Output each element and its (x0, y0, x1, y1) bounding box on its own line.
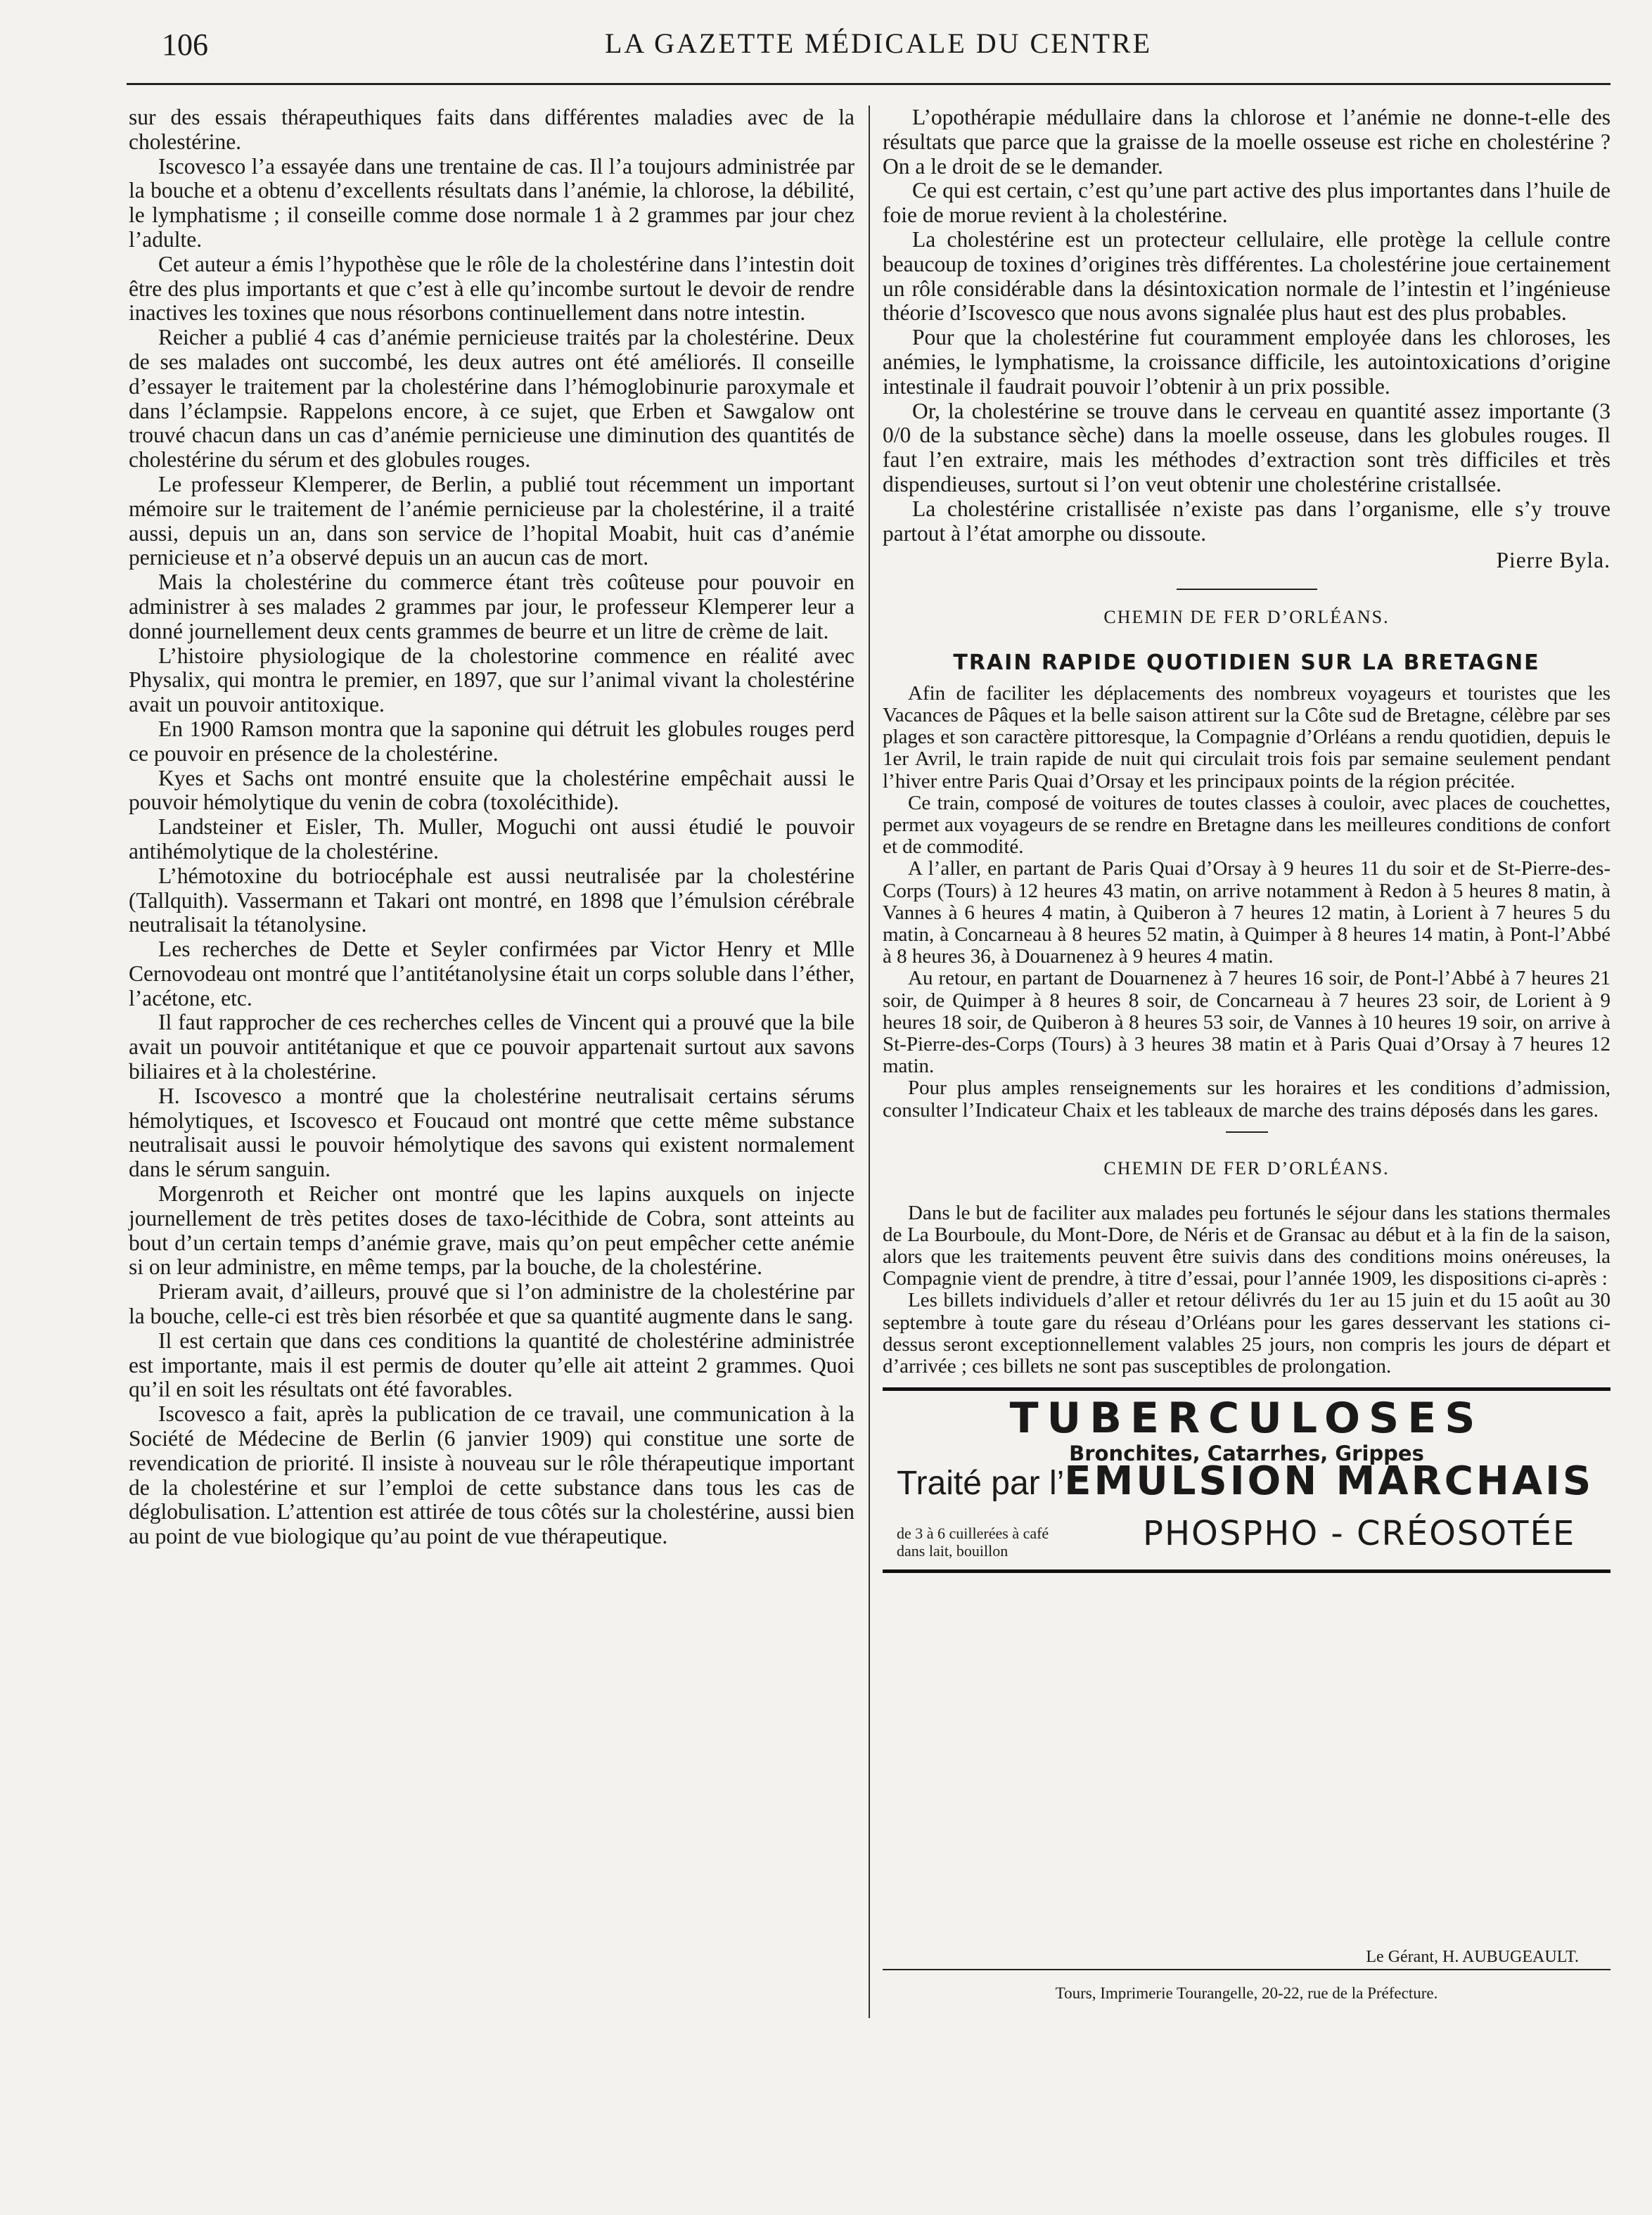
paragraph: Il est certain que dans ces conditions la quantité de cholestérine administrée est importante, mais il est permis de douter qu’elle ait atteint 2 grammes. Quoi qu’il en soit les résultats ont été favorables. (129, 1328, 854, 1402)
paragraph: sur des essais thérapeuthiques faits dans différentes maladies avec de la cholestérine. (129, 105, 854, 154)
train-notice (883, 683, 1611, 1122)
right-column (883, 105, 1611, 1573)
paragraph: La cholestérine cristallisée n’existe pas dans l’organisme, elle s’y trouve partout à l’état amorphe ou dissoute. (883, 496, 1611, 546)
paragraph: Ce qui est certain, c’est qu’une part active des plus importantes dans l’huile de foie de morue revient à la cholestérine. (883, 178, 1611, 228)
paragraph: Iscovesco a fait, après la publication de ce travail, une communication à la Société de Médecine de Berlin (6 janvier 1909) qui constitue une sorte de revendication de priorité. Il insiste à nouveau sur le rôle thérapeutique important de la cholestérine et sur l’emploi de cette substance dans tous les cas de déglobulisation. L’attention est attirée de tous côtés sur la cholestérine, aussi bien au point de vue biologique qu’au point de vue thérapeutique. (129, 1401, 854, 1549)
advertisement (883, 1387, 1611, 1573)
paragraph: Le professeur Klemperer, de Berlin, a publié tout récemment un important mémoire sur le traitement de l’anémie pernicieuse par la cholestérine, il a traité aussi, depuis un an, dans son service de l’hopital Moabit, huit cas d’anémie pernicieuse et n’a observé depuis un an aucun cas de mort. (129, 471, 854, 570)
ad-product-row (883, 1458, 1611, 1560)
article-author: Pierre Byla. (1496, 548, 1611, 573)
notice-paragraph: Les billets individuels d’aller et retour délivrés du 1er au 15 juin et du 15 août au 30 septembre à toute gare du réseau d’Orléans pour les gares desservant les stations ci-dessus seront exceptionnellement valables 25 jours, non compris les jours de départ et d’arrivée ; ces billets ne sont pas susceptibles de prolongation. (883, 1289, 1611, 1378)
ad-product-name: EMULSION MARCHAIS (1064, 1458, 1594, 1505)
ad-dose-line: dans lait, bouillon (897, 1542, 1009, 1560)
separator-rule (1226, 1131, 1268, 1133)
paragraph: Pour que la cholestérine fut couramment employée dans les chloroses, les anémies, le lymphatisme, la croissance difficile, les autointoxications d’origine intestinale il faudrait pouvoir l’obtenir à un prix possible. (883, 325, 1611, 399)
paragraph: L’histoire physiologique de la cholestorine commence en réalité avec Physalix, qui montra le premier, en 1897, que sur l’animal vivant la cholestérine avait un pouvoir antitoxique. (129, 643, 854, 717)
notice-heading: CHEMIN DE FER D’ORLÉANS. (1103, 607, 1390, 628)
paragraph: La cholestérine est un protecteur cellulaire, elle protège la cellule contre beaucoup de toxines d’origines très différentes. La cholestérine joue certainement un rôle considérable dans la désintoxication normale de l’intestin et l’ingénieuse théorie d’Iscovesco que nous avons signalée plus haut est des plus probables. (883, 226, 1611, 326)
paragraph: Landsteiner et Eisler, Th. Muller, Moguchi ont aussi étudié le pouvoir antihémolytique de la cholestérine. (129, 814, 854, 863)
notice-paragraph: Pour plus amples renseignements sur les horaires et les conditions d’admission, consulter l’Indicateur Chaix et les tableaux de marche des trains déposés dans les gares. (883, 1077, 1611, 1122)
paragraph: Or, la cholestérine se trouve dans le cerveau en quantité assez importante (3 0/0 de la substance sèche) dans la moelle osseuse, dans les globules rouges. Il faut l’en extraire, mais les méthodes d’extraction sont très difficiles et très dispendieuses, surtout si l’on veut obtenir une cholestérine cristallsée. (883, 398, 1611, 496)
paragraph: L’hémotoxine du botriocéphale est aussi neutralisée par la cholestérine (Tallquith). Vassermann et Takari ont montré, en 1898 que l’émulsion cérébrale neutralisait la tétanolysine. (129, 863, 854, 937)
paragraph: Morgenroth et Reicher ont montré que les lapins auxquels on injecte journellement de très petites doses de taxo-lécithide de Cobra, sont atteints au bout d’un certain temps d’anémie grave, mais qu’on peut empêcher cette anémie si on leur administre, en même temps, par la bouche, de la cholestérine. (129, 1181, 854, 1280)
journal-title: LA GAZETTE MÉDICALE DU CENTRE (605, 27, 1153, 59)
ad-dose (897, 1524, 1049, 1560)
footer-rule (883, 1969, 1611, 1970)
ad-title: TUBERCULOSES (1009, 1394, 1484, 1444)
column-divider (869, 105, 870, 2018)
ad-subtitle: Bronchites, Catarrhes, Grippes (1069, 1442, 1424, 1466)
paragraph: Les recherches de Dette et Seyler confirmées par Victor Henry et Mlle Cernovodeau ont montré que l’antitétanolysine était un corps soluble dans l’éther, l’acétone, etc. (129, 937, 854, 1010)
paragraph: Iscovesco l’a essayée dans une trentaine de cas. Il l’a toujours administrée par la bouche et a obtenu d’excellents résultats dans l’anémie, la chlorose, la débilité, le lymphatisme ; il conseille comme dose normale 1 à 2 grammes par jour chez l’adulte. (129, 153, 854, 252)
paragraph: L’opothérapie médullaire dans la chlorose et l’anémie ne donne-t-elle des résultats que parce que la graisse de la moelle osseuse est riche en cholestérine ? On a le droit de se le demander. (883, 105, 1611, 179)
notice-paragraph: Au retour, en partant de Douarnenez à 7 heures 16 soir, de Pont-l’Abbé à 7 heures 21 soir, de Quimper à 8 heures 8 soir, de Concarneau à 7 heures 23 soir, de Lorient à 9 heures 18 soir, de Quiberon à 8 heures 53 soir, de Vannes à 10 heures 19 soir, on arrive à St-Pierre-des-Corps (Tours) à 3 heures 38 matin et à Paris Quai d’Orsay à 7 heures 12 matin. (883, 967, 1611, 1078)
paragraph: Prieram avait, d’ailleurs, prouvé que si l’on administre de la cholestérine par la bouche, celle-ci est très bien résorbée et que sa quantité augmente dans le sang. (129, 1279, 854, 1329)
separator-rule (1177, 589, 1317, 590)
paragraph: Mais la cholestérine du commerce étant très coûteuse pour pouvoir en administrer à ses malades 2 grammes par jour, le professeur Klemperer leur a donné journellement deux cents grammes de beurre et un litre de crème de lait. (129, 570, 854, 643)
paragraph: En 1900 Ramson montra que la saponine qui détruit les globules rouges perd ce pouvoir en présence de la cholestérine. (129, 716, 854, 766)
notice-paragraph: Dans le but de faciliter aux malades peu fortunés le séjour dans les stations thermales de La Bourboule, du Mont-Dore, de Néris et de Gransac au début et à la fin de la saison, alors que les traitements peuvent être suivis dans des conditions moins onéreuses, la Compagnie vient de prendre, à titre d’essai, pour l’année 1909, les dispositions ci-après : (883, 1201, 1611, 1290)
ad-dose-line: de 3 à 6 cuillerées à café (897, 1524, 1049, 1543)
paragraph: Cet auteur a émis l’hypothèse que le rôle de la cholestérine dans l’intestin doit être des plus importants et que c’est à elle qu’incombe surtout le devoir de rendre inactives les toxines que nous résorbons continuellement dans notre intestin. (129, 251, 854, 326)
paragraph: H. Iscovesco a montré que la cholestérine neutralisait certains sérums hémolytiques, et Iscovesco et Foucaud ont montré que cette même substance neutralisait aussi le pouvoir hémolytique des savons qui existent normalement dans le sérum sanguin. (129, 1083, 854, 1182)
left-column (129, 105, 854, 1549)
paragraph: Il faut rapprocher de ces recherches celles de Vincent qui a prouvé que la bile avait un pouvoir antitétanique et que ce pouvoir appartenait surtout aux savons biliaires et à la cholestérine. (129, 1010, 854, 1084)
printer-line: Tours, Imprimerie Tourangelle, 20-22, rue de la Préfecture. (1055, 1984, 1438, 2002)
paragraph: Reicher a publié 4 cas d’anémie pernicieuse traités par la cholestérine. Deux de ses malades ont succombé, les deux autres ont été améliorés. Il conseille d’essayer le traitement par la cholestérine dans l’hémoglobinurie paroxymale et dans l’éclampsie. Rappelons encore, à ce sujet, que Erben et Sawgalow ont trouvé chacun dans un cas d’anémie pernicieuse une diminution des quantités de cholestérine du sérum et des globules rouges. (129, 325, 854, 473)
page-number: 106 (162, 27, 208, 62)
spa-notice (883, 1202, 1611, 1378)
notice-heading: CHEMIN DE FER D’ORLÉANS. (1103, 1157, 1390, 1179)
gerant-line: Le Gérant, H. AUBUGEAULT. (1366, 1948, 1579, 1966)
paragraph: Kyes et Sachs ont montré ensuite que la cholestérine empêchait aussi le pouvoir hémolytique du venin de cobra (toxolécithide). (129, 765, 854, 815)
ad-traite-text: Traité par l’ (897, 1465, 1065, 1503)
notice-paragraph: A l’aller, en partant de Paris Quai d’Orsay à 9 heures 11 du soir et de St-Pierre-des-Corps (Tours) à 12 heures 43 matin, on arrive notamment à Redon à 5 heures 8 matin, à Vannes à 6 heures 4 matin, à Quiberon à 7 heures 12 matin, à Lorient à 7 heures 5 du matin, à Concarneau à 8 heures 52 matin, à Quimper à 8 heures 14 matin, à Pont-l’Abbé à 8 heures 36, à Douarnenez à 9 heures 4 matin. (883, 857, 1611, 968)
notice-title: TRAIN RAPIDE QUOTIDIEN SUR LA BRETAGNE (953, 650, 1540, 675)
notice-paragraph: Ce train, composé de voitures de toutes classes à couloir, avec places de couchettes, permet aux voyageurs de se rendre en Bretagne dans les meilleures conditions de confort et de commodité. (883, 791, 1611, 859)
ad-traite-line (897, 1458, 1594, 1505)
notice-paragraph: Afin de faciliter les déplacements des nombreux voyageurs et touristes que les Vacances de Pâques et la belle saison attirent sur la Côte sud de Bretagne, célèbre par ses plages et son caractère pittoresque, la Compagnie d’Orléans a rendu quotidien, depuis le 1er Avril, le train rapide de nuit qui circulait trois fois par semaine seulement pendant l’hiver entre Paris Quai d’Orsay et les principaux points de la région précitée. (883, 681, 1611, 792)
page-header (127, 27, 1533, 69)
ad-phospho: PHOSPHO - CRÉOSOTÉE (1143, 1514, 1576, 1554)
header-rule (127, 83, 1611, 85)
